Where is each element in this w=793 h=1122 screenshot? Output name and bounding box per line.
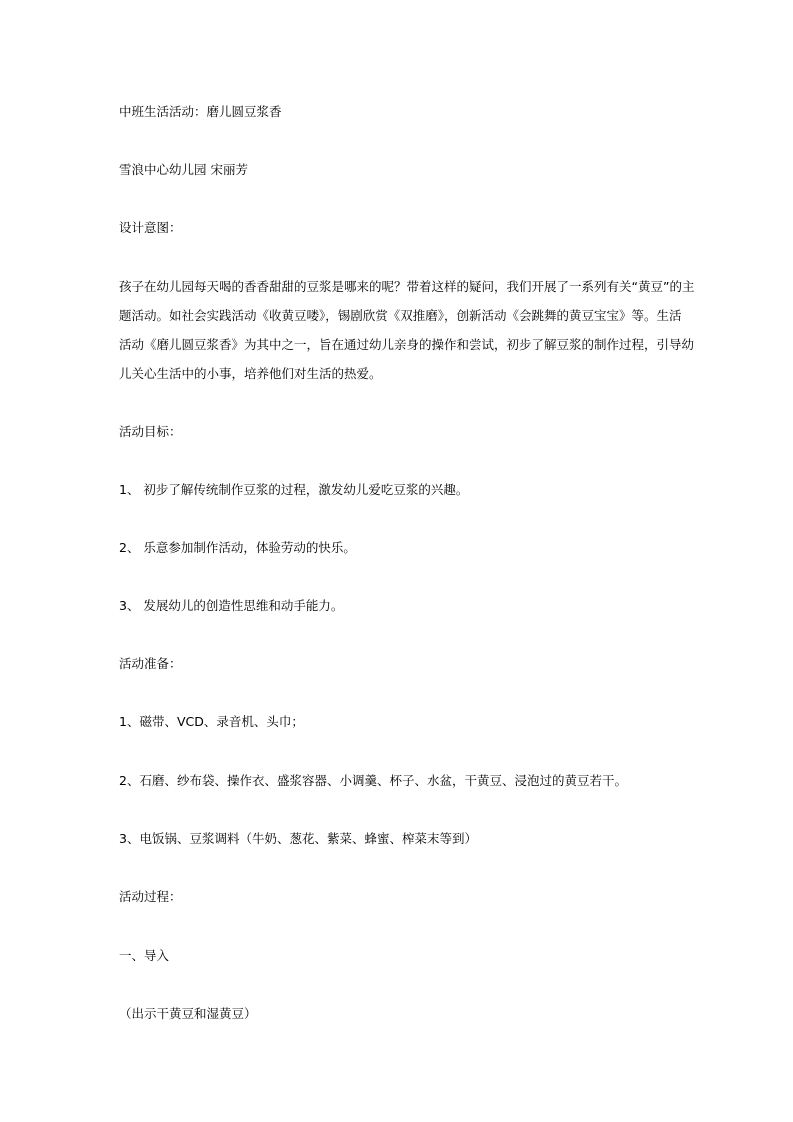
design-paragraph-line: 儿关心生活中的小事，培养他们对生活的热爱。 (119, 366, 382, 381)
goal-item: 1、 初步了解传统制作豆浆的过程，激发幼儿爱吃豆浆的兴趣。 (119, 482, 469, 497)
goals-heading: 活动目标： (119, 424, 182, 439)
prep-heading: 活动准备： (119, 656, 182, 671)
process-step-note: （出示干黄豆和湿黄豆） (119, 1006, 257, 1021)
design-heading: 设计意图： (119, 220, 182, 235)
goal-item: 2、 乐意参加制作活动，体验劳动的快乐。 (119, 540, 356, 555)
process-heading: 活动过程： (119, 889, 182, 904)
design-paragraph-line: 活动《磨儿圆豆浆香》为其中之一，旨在通过幼儿亲身的操作和尝试，初步了解豆浆的制作过程，引导幼 (119, 337, 695, 352)
prep-item: 1、磁带、VCD、录音机、头巾； (119, 714, 304, 729)
prep-item: 3、电饭锅、豆浆调料（牛奶、葱花、紫菜、蜂蜜、榨菜末等到） (119, 831, 477, 846)
document-title: 中班生活活动：磨儿圆豆浆香 (119, 104, 282, 119)
process-step: 一、导入 (119, 948, 170, 963)
prep-item: 2、石磨、纱布袋、操作衣、盛浆容器、小调羹、杯子、水盆，干黄豆、浸泡过的黄豆若干。 (119, 773, 627, 788)
design-paragraph-line: 孩子在幼儿园每天喝的香香甜甜的豆浆是哪来的呢？带着这样的疑问，我们开展了一系列有关“黄豆”的主 (119, 279, 695, 294)
author-line: 雪浪中心幼儿园 宋丽芳 (119, 162, 248, 177)
design-paragraph-line: 题活动。如社会实践活动《收黄豆喽》，锡剧欣赏《双推磨》，创新活动《会跳舞的黄豆宝宝》等。生活 (119, 308, 682, 323)
design-paragraph (119, 272, 695, 388)
goal-item: 3、 发展幼儿的创造性思维和动手能力。 (119, 598, 344, 613)
